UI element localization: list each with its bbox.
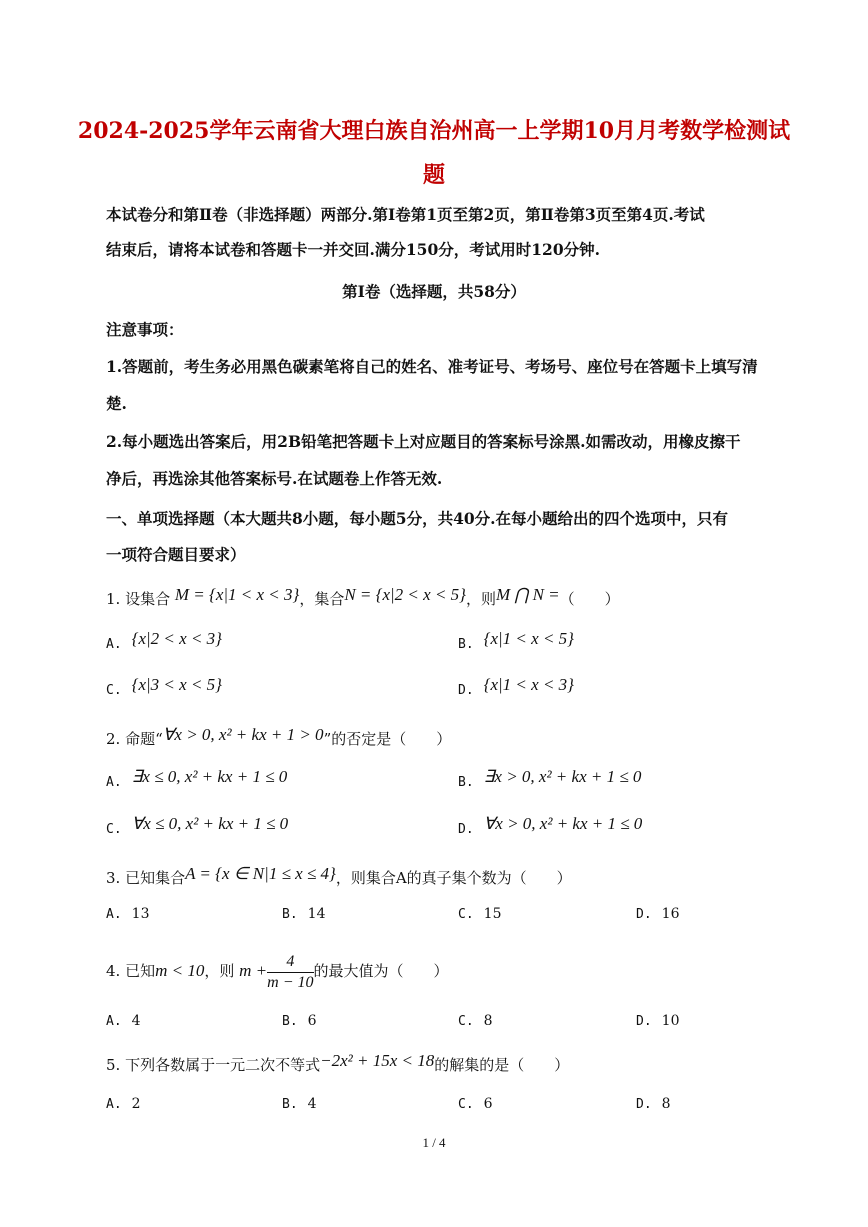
notice-item1-line1: 1.答题前，考生务必用黑色碳素笔将自己的姓名、准考证号、考场号、座位号在答题卡上填写清 (106, 357, 758, 376)
question-text: 已知 (125, 962, 156, 980)
option-text: ∃x > 0, x² + kx + 1 ≤ 0 (483, 767, 642, 786)
question-text: 的解集的是（ ） (434, 1056, 570, 1074)
fraction (267, 952, 313, 993)
option-text: 6 (483, 1096, 493, 1112)
math-expression: −2x² + 15x < 18 (320, 1051, 435, 1070)
question-text: 已知集合 (125, 869, 186, 887)
question-text: 命题“ (125, 730, 163, 748)
math-expression: M ⋂ N = (495, 585, 560, 604)
option-text: 13 (131, 906, 150, 922)
option-b (282, 903, 325, 926)
question-number: 2. (106, 730, 121, 748)
option-label: C. (458, 1097, 474, 1112)
question-number: 3. (106, 869, 121, 887)
option-a (106, 1010, 141, 1033)
option-text: ∃x ≤ 0, x² + kx + 1 ≤ 0 (131, 767, 288, 786)
question-4 (106, 946, 786, 996)
option-text: {x|1 < x < 5} (483, 629, 574, 648)
option-label: D. (636, 1014, 652, 1029)
question-text: ，则 (465, 590, 496, 608)
option-c (458, 1010, 493, 1033)
option-text: {x|3 < x < 5} (131, 675, 222, 694)
option-d (636, 903, 679, 926)
question-number: 5. (106, 1056, 121, 1074)
option-d (636, 1010, 679, 1033)
question-5 (106, 1051, 786, 1076)
option-text: 6 (307, 1013, 317, 1029)
option-label: D. (458, 683, 474, 698)
option-label: A. (106, 637, 122, 652)
option-label: D. (458, 822, 474, 837)
option-text: 8 (661, 1096, 671, 1112)
option-d (458, 675, 574, 702)
option-c (106, 814, 289, 841)
question-1 (106, 585, 786, 610)
math-expression: ∀x > 0, x² + kx + 1 > 0 (162, 725, 324, 744)
option-label: C. (458, 1014, 474, 1029)
page-number: 1 / 4 (422, 1135, 446, 1150)
option-d (636, 1093, 671, 1116)
option-label: B. (282, 907, 298, 922)
question-number: 1. (106, 590, 121, 608)
option-label: D. (636, 1097, 652, 1112)
math-expression: M = {x|1 < x < 3} (174, 585, 300, 604)
question-text: 的最大值为（ ） (313, 962, 449, 980)
option-a (106, 903, 149, 926)
option-text: {x|1 < x < 3} (483, 675, 574, 694)
option-c (458, 903, 501, 926)
notice-heading: 注意事项： (106, 320, 184, 339)
section1-line2: 一项符合题目要求） (106, 545, 246, 564)
option-label: B. (458, 775, 474, 790)
option-text: ∀x ≤ 0, x² + kx + 1 ≤ 0 (131, 814, 289, 833)
option-text: 16 (661, 906, 680, 922)
option-b (282, 1093, 317, 1116)
option-label: C. (458, 907, 474, 922)
math-expression: m + (239, 961, 268, 980)
option-text: 15 (483, 906, 502, 922)
question-text: ，则集合A的真子集个数为（ ） (335, 869, 572, 887)
math-expression: m < 10 (155, 961, 205, 980)
option-a (106, 1093, 141, 1116)
option-a (106, 767, 288, 794)
option-label: B. (458, 637, 474, 652)
fraction-numerator: 4 (267, 952, 313, 973)
option-text: 14 (307, 906, 326, 922)
section1-line1: 一、单项选择题（本大题共8小题，每小题5分，共40分.在每小题给出的四个选项中，只有 (106, 509, 729, 528)
math-expression: N = {x|2 < x < 5} (344, 585, 466, 604)
option-label: A. (106, 907, 122, 922)
intro-line2: 结束后，请将本试卷和答题卡一并交回.满分150分，考试用时120分钟. (106, 240, 601, 259)
question-text: ，集合 (299, 590, 345, 608)
math-expression: A = {x ∈ N|1 ≤ x ≤ 4} (185, 864, 336, 883)
exam-title-line2: 题 (422, 162, 445, 188)
question-text: ，则 (204, 962, 235, 980)
option-label: B. (282, 1097, 298, 1112)
option-d (458, 814, 643, 841)
option-label: A. (106, 1014, 122, 1029)
option-text: {x|2 < x < 3} (131, 629, 222, 648)
question-number: 4. (106, 962, 121, 980)
option-label: B. (282, 1014, 298, 1029)
option-a (106, 629, 222, 656)
option-label: C. (106, 683, 122, 698)
notice-item2-line2: 净后，再选涂其他答案标号.在试题卷上作答无效. (106, 469, 443, 488)
option-b (458, 767, 642, 794)
option-text: 2 (131, 1096, 141, 1112)
part1-heading: 第Ⅰ卷（选择题，共58分） (342, 282, 526, 301)
option-label: C. (106, 822, 122, 837)
option-label: A. (106, 775, 122, 790)
option-text: 4 (131, 1013, 141, 1029)
question-text: 设集合 (125, 590, 171, 608)
intro-line1: 本试卷分和第Ⅱ卷（非选择题）两部分.第Ⅰ卷第1页至第2页，第Ⅱ卷第3页至第4页.考试 (106, 205, 705, 224)
option-text: ∀x > 0, x² + kx + 1 ≤ 0 (483, 814, 643, 833)
question-2 (106, 725, 786, 750)
option-b (458, 629, 574, 656)
option-label: D. (636, 907, 652, 922)
option-c (106, 675, 222, 702)
question-text: 下列各数属于一元二次不等式 (125, 1056, 321, 1074)
option-text: 4 (307, 1096, 317, 1112)
notice-item1-line2: 楚. (106, 394, 127, 413)
option-c (458, 1093, 493, 1116)
option-text: 8 (483, 1013, 493, 1029)
notice-item2-line1: 2.每小题选出答案后，用2B铅笔把答题卡上对应题目的答案标号涂黑.如需改动，用橡皮擦干 (106, 432, 741, 451)
option-text: 10 (661, 1013, 680, 1029)
option-label: A. (106, 1097, 122, 1112)
question-3 (106, 864, 786, 889)
exam-title-line1: 2024-2025学年云南省大理白族自治州高一上学期10月月考数学检测试 (77, 118, 791, 144)
option-b (282, 1010, 317, 1033)
fraction-denominator: m − 10 (267, 973, 314, 991)
question-text: ”的否定是（ ） (323, 730, 452, 748)
question-text: （ ） (559, 590, 620, 608)
